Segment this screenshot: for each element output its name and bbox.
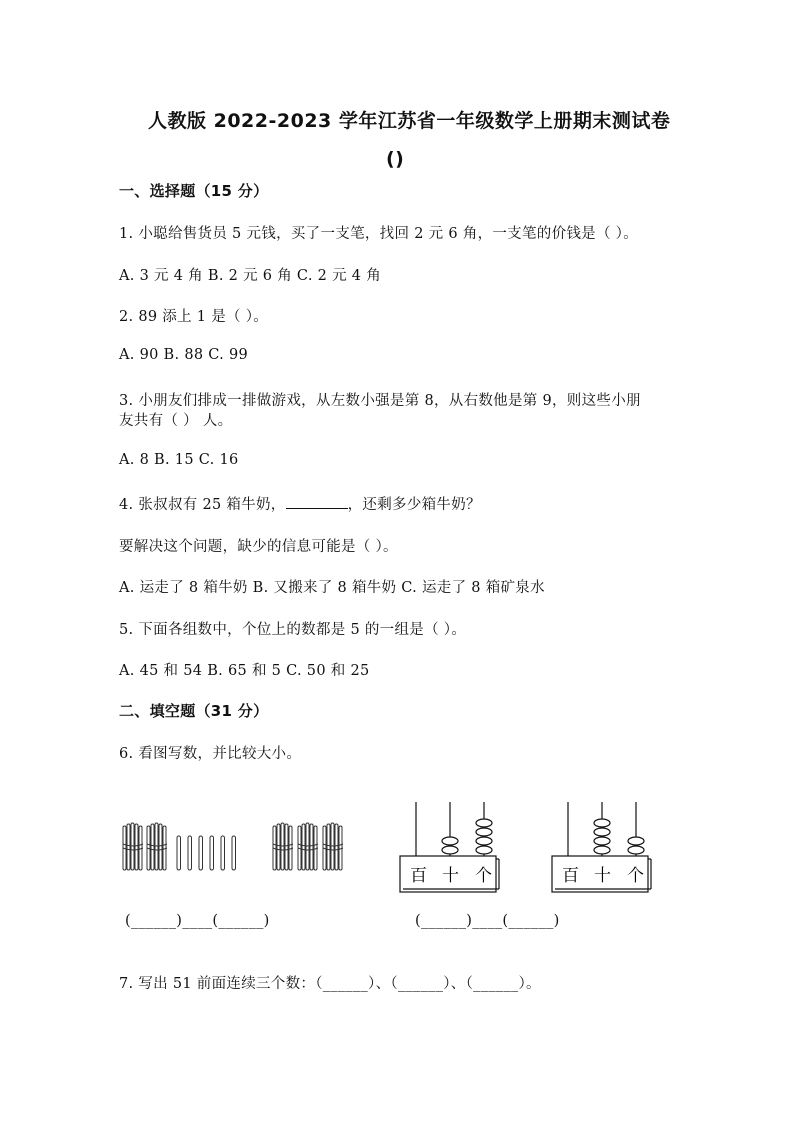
question-7: 7. 写出 51 前面连续三个数：（______）、（______）、（______）。 — [119, 976, 541, 992]
question-3-line2: 友共有（ ） 人。 — [119, 413, 233, 429]
abacus-label-tens: 十 — [594, 866, 611, 886]
sticks-figure-right — [271, 822, 351, 874]
abacus-label-hundreds: 百 — [562, 866, 579, 886]
single-stick-icon — [232, 836, 236, 870]
abacus-figure-left — [400, 798, 500, 894]
question-5: 5. 下面各组数中，个位上的数都是 5 的一组是（ ）。 — [119, 622, 467, 638]
sticks-figure-left — [121, 822, 251, 874]
question-3-options: A. 8 B. 15 C. 16 — [119, 452, 239, 468]
section-fill-heading: 二、填空题（31 分） — [119, 702, 269, 720]
paper-title-suffix: () — [386, 148, 405, 170]
question-4-options: A. 运走了 8 箱牛奶 B. 又搬来了 8 箱牛奶 C. 运走了 8 箱矿泉水 — [119, 580, 545, 596]
section-choice-heading: 一、选择题（15 分） — [119, 182, 269, 200]
question-6: 6. 看图写数，并比较大小。 — [119, 746, 302, 762]
question-1: 1. 小聪给售货员 5 元钱，买了一支笔，找回 2 元 6 角，一支笔的价钱是（ ）。 — [119, 226, 639, 242]
abacus-label-tens: 十 — [442, 866, 459, 886]
single-stick-icon — [221, 836, 225, 870]
question-2-options: A. 90 B. 88 C. 99 — [119, 347, 249, 363]
stick-bundle-icon — [123, 823, 143, 870]
tens-beads — [442, 837, 458, 854]
abacus-label-hundreds: 百 — [410, 866, 427, 886]
single-stick-icon — [199, 836, 203, 870]
compare-blank-abacus: (______)____(______) — [415, 913, 560, 929]
single-stick-icon — [177, 836, 181, 870]
abacus-figure-right — [552, 798, 652, 894]
stick-bundle-icon — [147, 823, 167, 870]
abacus-label-ones: 个 — [475, 866, 492, 886]
ones-beads — [476, 819, 492, 854]
stick-bundle-icon — [273, 823, 293, 870]
compare-blank-sticks: (______)____(______) — [125, 913, 270, 929]
stick-bundle-icon — [298, 823, 318, 870]
single-stick-icon — [210, 836, 214, 870]
question-4-line2: 要解决这个问题，缺少的信息可能是（ ）。 — [119, 539, 398, 555]
question-3-line1: 3. 小朋友们排成一排做游戏，从左数小强是第 8，从右数他是第 9，则这些小朋 — [119, 393, 641, 409]
tens-beads — [594, 819, 610, 854]
ones-beads — [628, 837, 644, 854]
question-4 — [119, 493, 481, 514]
question-2: 2. 89 添上 1 是（ ）。 — [119, 309, 269, 325]
paper-title: 人教版 2022-2023 学年江苏省一年级数学上册期末测试卷 — [148, 110, 671, 132]
question-5-options: A. 45 和 54 B. 65 和 5 C. 50 和 25 — [119, 663, 370, 679]
single-stick-icon — [188, 836, 192, 870]
question-4-blank — [286, 496, 348, 509]
stick-bundle-icon — [323, 823, 343, 870]
question-4-suffix: ，还剩多少箱牛奶？ — [347, 497, 481, 513]
question-4-prefix: 4. 张叔叔有 25 箱牛奶， — [119, 497, 286, 513]
abacus-label-ones: 个 — [627, 866, 644, 886]
question-1-options: A. 3 元 4 角 B. 2 元 6 角 C. 2 元 4 角 — [119, 268, 382, 284]
